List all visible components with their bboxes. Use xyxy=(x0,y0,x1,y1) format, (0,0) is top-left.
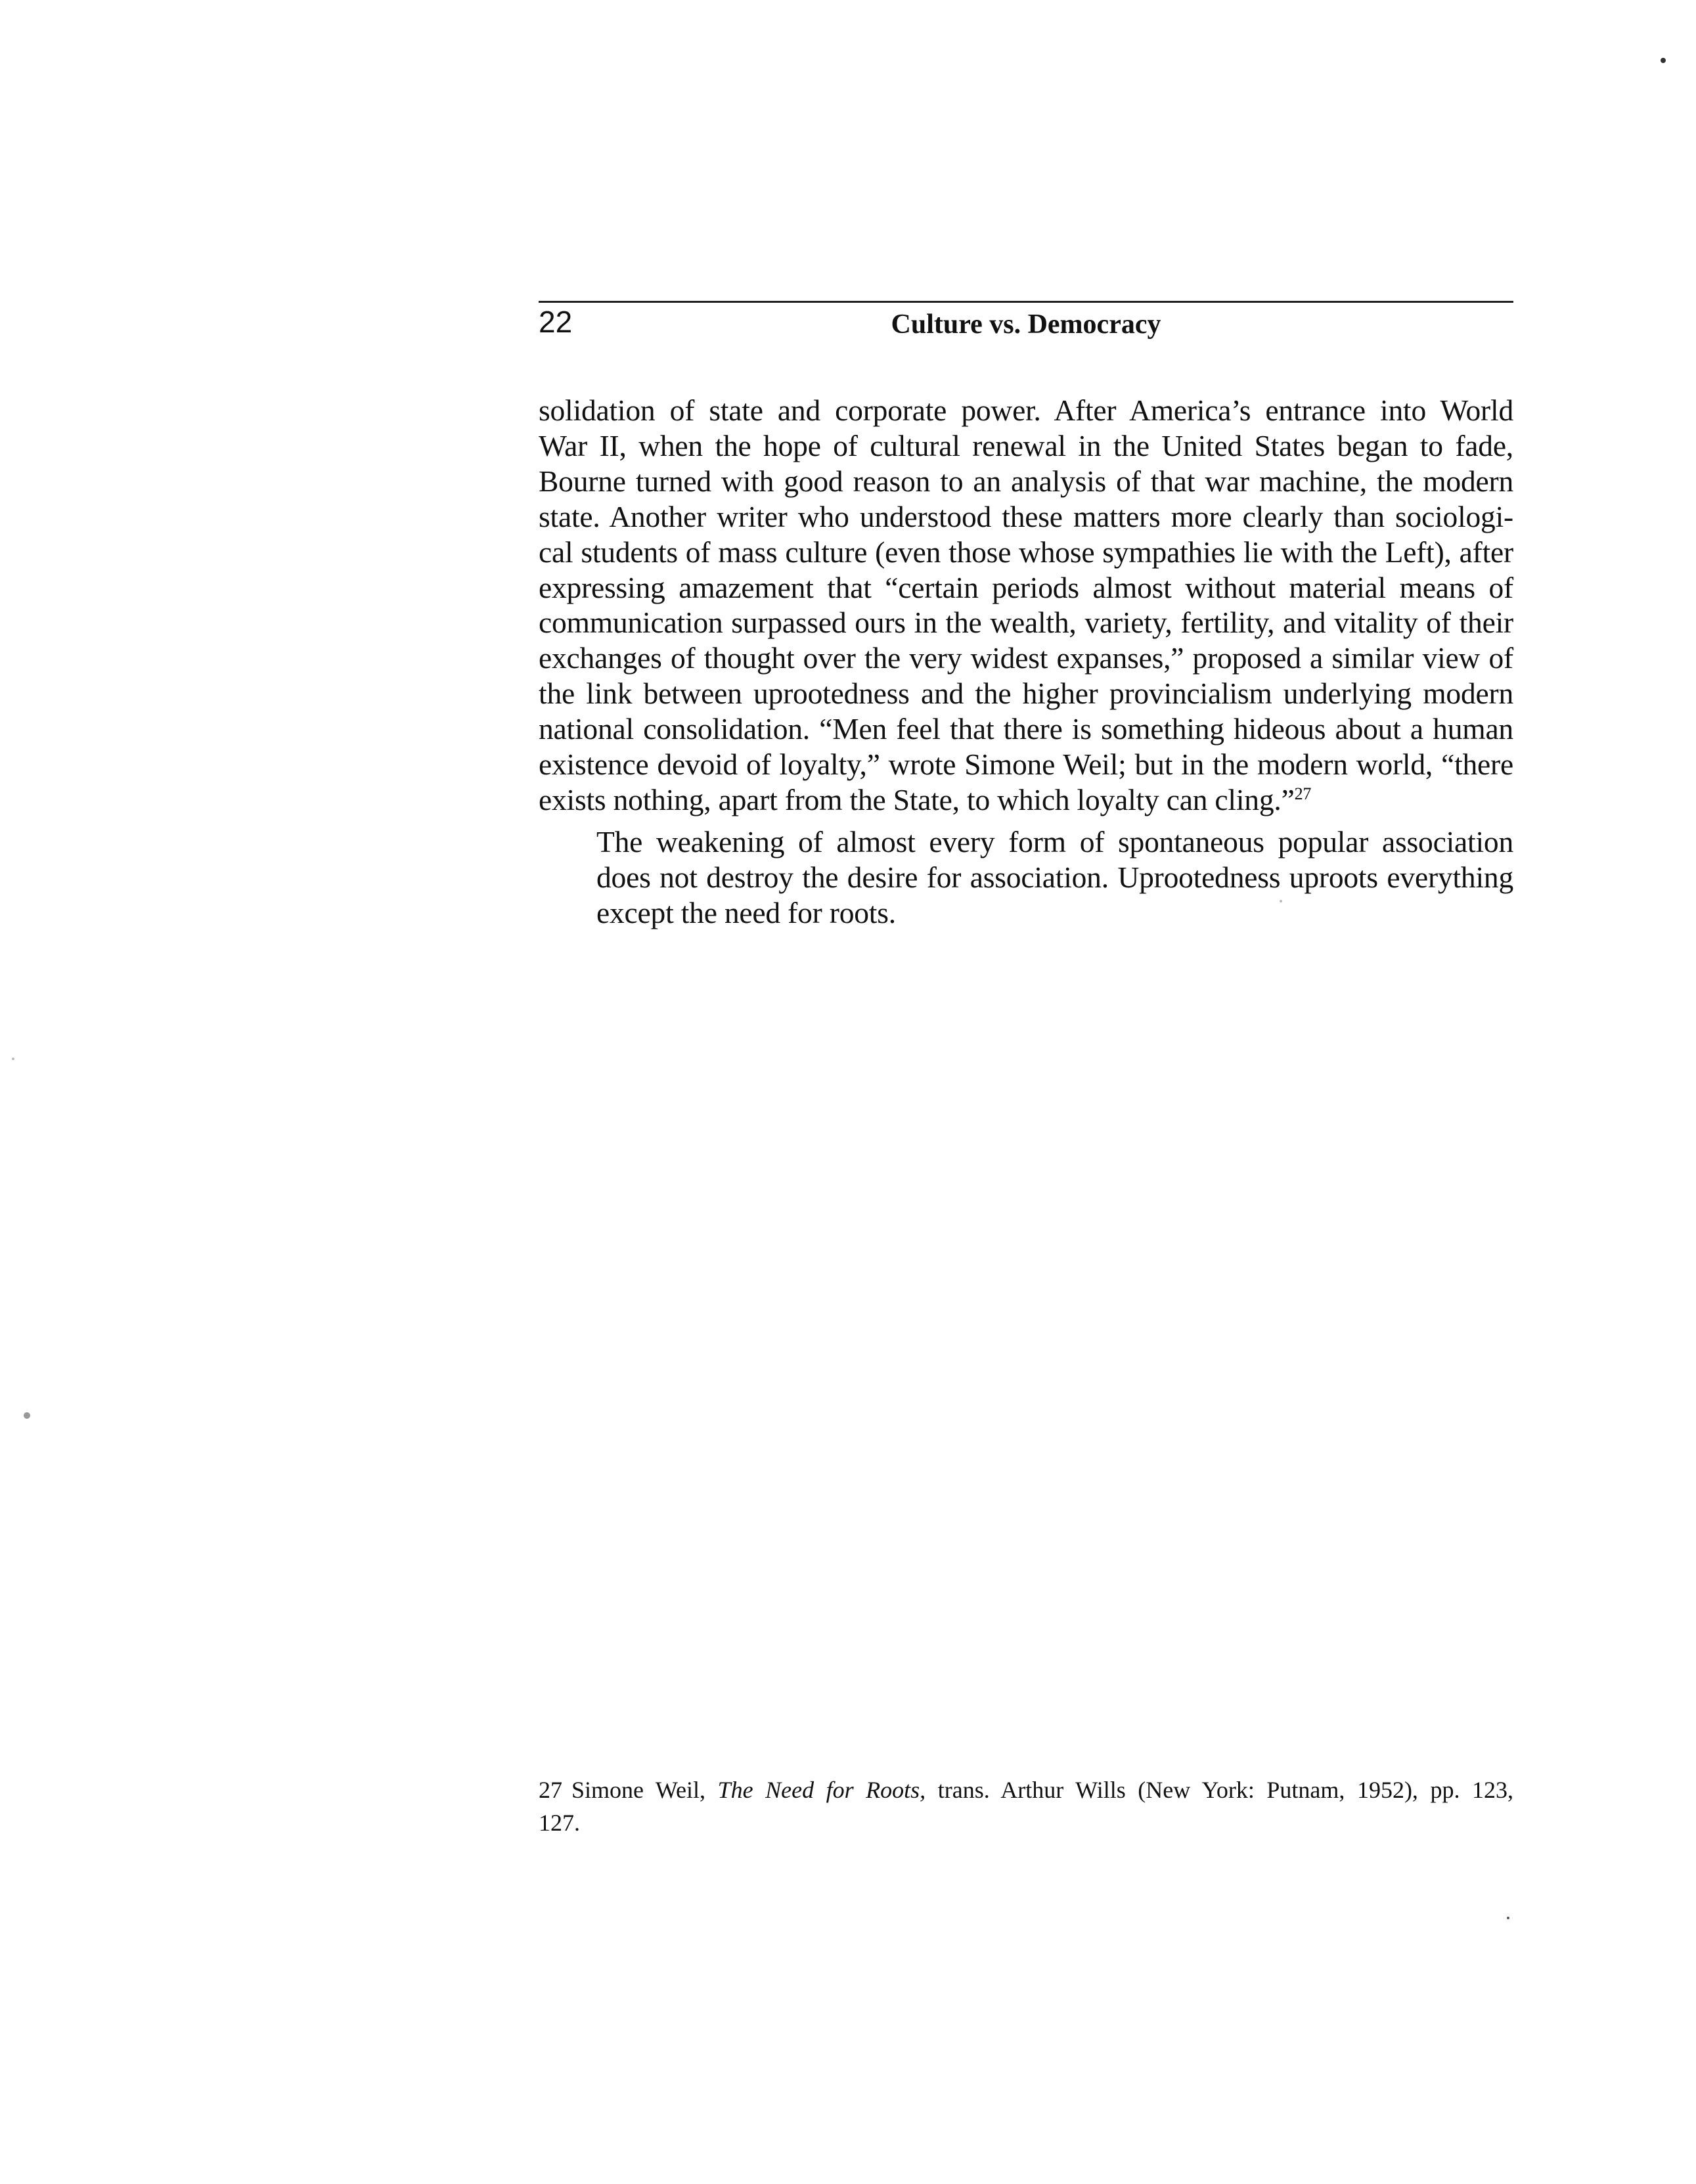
footnote xyxy=(539,1773,1513,1839)
running-title: Culture vs. Democracy xyxy=(891,309,1161,340)
text-line-last xyxy=(539,782,1513,818)
text-line-last: except the need for roots. xyxy=(596,895,896,929)
scan-speck xyxy=(1507,1917,1509,1919)
text-line-content: exists nothing, apart from the State, to which loyalty can cling.” xyxy=(539,782,1295,816)
footnote-line-2: 127. xyxy=(539,1810,580,1836)
scan-speck xyxy=(24,1412,30,1419)
footnote-title: The Need for Roots, xyxy=(717,1777,926,1803)
text-line: communication surpassed ours in the wealth, variety, fertility, and vitality of their xyxy=(539,606,1513,640)
body-text xyxy=(539,393,1513,931)
text-line: does not destroy the desire for association. Uprootedness uproots everything xyxy=(596,860,1513,894)
text-line: the link between uprootedness and the higher provincialism underlying modern xyxy=(539,677,1513,711)
text-line: Bourne turned with good reason to an analysis of that war machine, the modern xyxy=(539,464,1513,498)
paragraph-1 xyxy=(539,393,1513,818)
scan-speck xyxy=(1280,900,1282,903)
footnote-citation: trans. Arthur Wills (New York: Putnam, 1952), pp. 123, xyxy=(937,1777,1514,1803)
footnote-line-1 xyxy=(539,1773,1513,1806)
scan-speck xyxy=(1661,58,1666,63)
scan-speck xyxy=(12,1058,14,1060)
text-line: expressing amazement that “certain periods almost without material means of xyxy=(539,570,1513,604)
footnote-number: 27 xyxy=(539,1777,562,1803)
paragraph-2 xyxy=(539,824,1513,931)
text-line: War II, when the hope of cultural renewal in the United States began to fade, xyxy=(539,428,1513,462)
text-line: exchanges of thought over the very widest expanses,” proposed a similar view of xyxy=(539,641,1513,675)
text-line: The weakening of almost every form of spontaneous popular association xyxy=(596,824,1513,858)
footnote-author: Simone Weil, xyxy=(571,1777,705,1803)
text-line: state. Another writer who understood these matters more clearly than sociologi- xyxy=(539,499,1513,533)
text-line: cal students of mass culture (even those whose sympathies lie with the Left), after xyxy=(539,535,1513,569)
text-line: existence devoid of loyalty,” wrote Simone Weil; but in the modern world, “there xyxy=(539,747,1513,782)
footnote-reference[interactable]: 27 xyxy=(1294,784,1312,803)
text-line: national consolidation. “Men feel that there is something hideous about a human xyxy=(539,712,1513,746)
text-line: solidation of state and corporate power. After America’s entrance into World xyxy=(539,393,1513,427)
running-header xyxy=(539,301,1513,342)
page-number: 22 xyxy=(539,305,573,339)
